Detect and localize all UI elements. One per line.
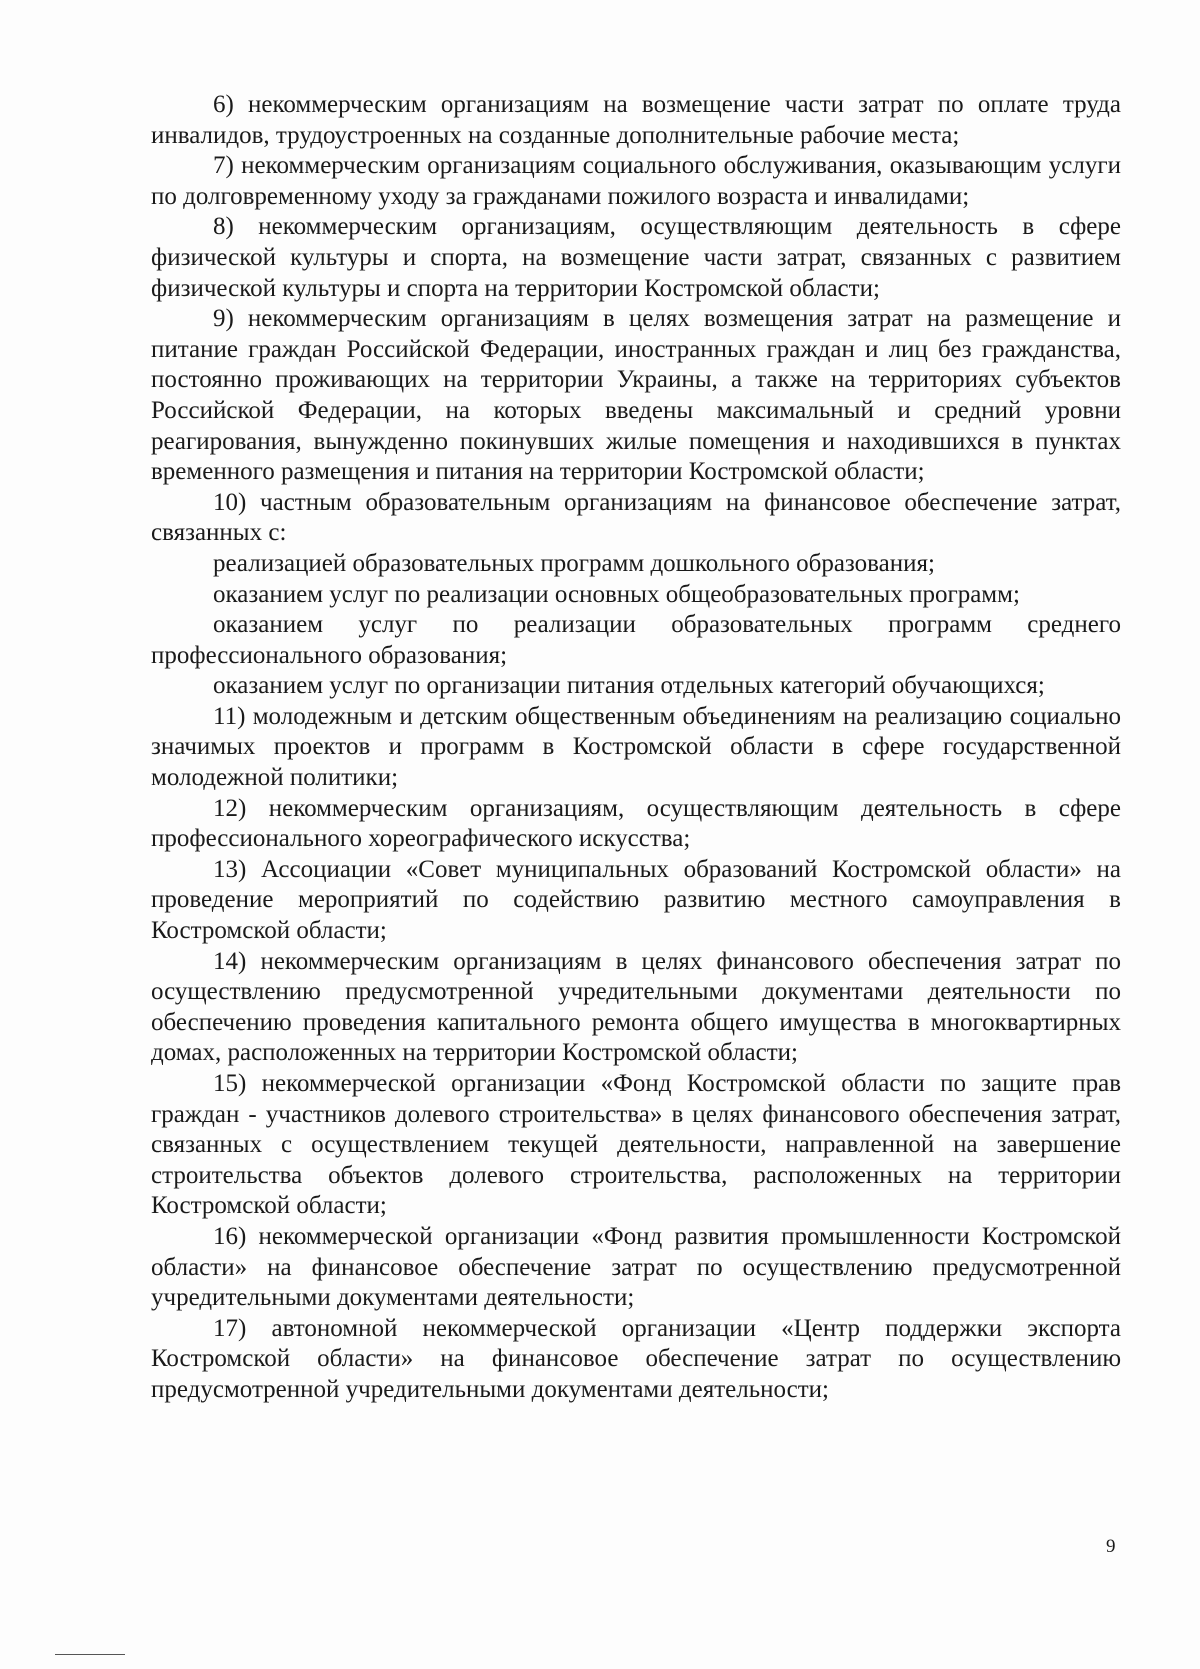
paragraph-item-11: 11) молодежным и детским общественным объединениям на реализацию социально значимых проектов и программ в Костромской области в сфере государственной молодежной политики;	[151, 702, 1121, 792]
paragraph-item-9: 9) некоммерческим организациям в целях возмещения затрат на размещение и питание граждан Российской Федерации, иностранных граждан и лиц без гражданства, постоянно проживающих на территории Украины, а также на территориях субъектов Российской Федерации, на которых введены максимальный и средний уровни реагирования, вынужденно покинувших жилые помещения и находившихся в пунктах временного размещения и питания на территории Костромской области;	[151, 305, 1121, 486]
paragraph-item-17: 17) автономной некоммерческой организации «Центр поддержки экспорта Костромской области» на финансовое обеспечение затрат по осуществлению предусмотренной учредительными документами деятельности;	[151, 1314, 1121, 1403]
paragraph-item-13: 13) Ассоциации «Совет муниципальных образований Костромской области» на проведение мероприятий по содействию развитию местного самоуправления в Костромской области;	[151, 855, 1121, 945]
paragraph-item-14: 14) некоммерческим организациям в целях финансового обеспечения затрат по осуществлению предусмотренной учредительными документами деятельности по обеспечению проведения капитального ремонта общего имущества в многоквартирных домах, расположенных на территории Костромской области;	[151, 947, 1121, 1067]
footer-rule	[55, 1654, 125, 1655]
document-body	[151, 90, 1121, 1406]
paragraph-item-7: 7) некоммерческим организациям социального обслуживания, оказывающим услуги по долговременному уходу за гражданами пожилого возраста и инвалидами;	[151, 152, 1121, 210]
paragraph-item-12: 12) некоммерческим организациям, осуществляющим деятельность в сфере профессионального хореографического искусства;	[151, 794, 1121, 853]
paragraph-subitem-catering: оказанием услуг по организации питания отдельных категорий обучающихся;	[213, 672, 1045, 700]
paragraph-item-16: 16) некоммерческой организации «Фонд развития промышленности Костромской области» на финансовое обеспечение затрат по осуществлению предусмотренной учредительными документами деятельности;	[151, 1222, 1121, 1312]
paragraph-item-6: 6) некоммерческим организациям на возмещение части затрат по оплате труда инвалидов, трудоустроенных на созданные дополнительные рабочие места;	[151, 91, 1121, 149]
paragraph-item-8: 8) некоммерческим организациям, осуществляющим деятельность в сфере физической культуры и спорта, на возмещение части затрат, связанных с развитием физической культуры и спорта на территории Костромской области;	[151, 213, 1121, 302]
paragraph-item-10: 10) частным образовательным организациям на финансовое обеспечение затрат, связанных с:	[151, 488, 1121, 547]
page-number: 9	[1106, 1536, 1116, 1557]
paragraph-item-15: 15) некоммерческой организации «Фонд Костромской области по защите прав граждан - участников долевого строительства» в целях финансового обеспечения затрат, связанных с осуществлением текущей деятельности, направленной на завершение строительства объектов долевого строительства, расположенных на территории Костромской области;	[151, 1070, 1121, 1220]
paragraph-subitem-general-education: оказанием услуг по реализации основных общеобразовательных программ;	[213, 580, 1020, 608]
paragraph-subitem-vocational-education: оказанием услуг по реализации образовательных программ среднего профессионального образования;	[151, 611, 1121, 669]
paragraph-subitem-preschool: реализацией образовательных программ дошкольного образования;	[213, 549, 935, 577]
